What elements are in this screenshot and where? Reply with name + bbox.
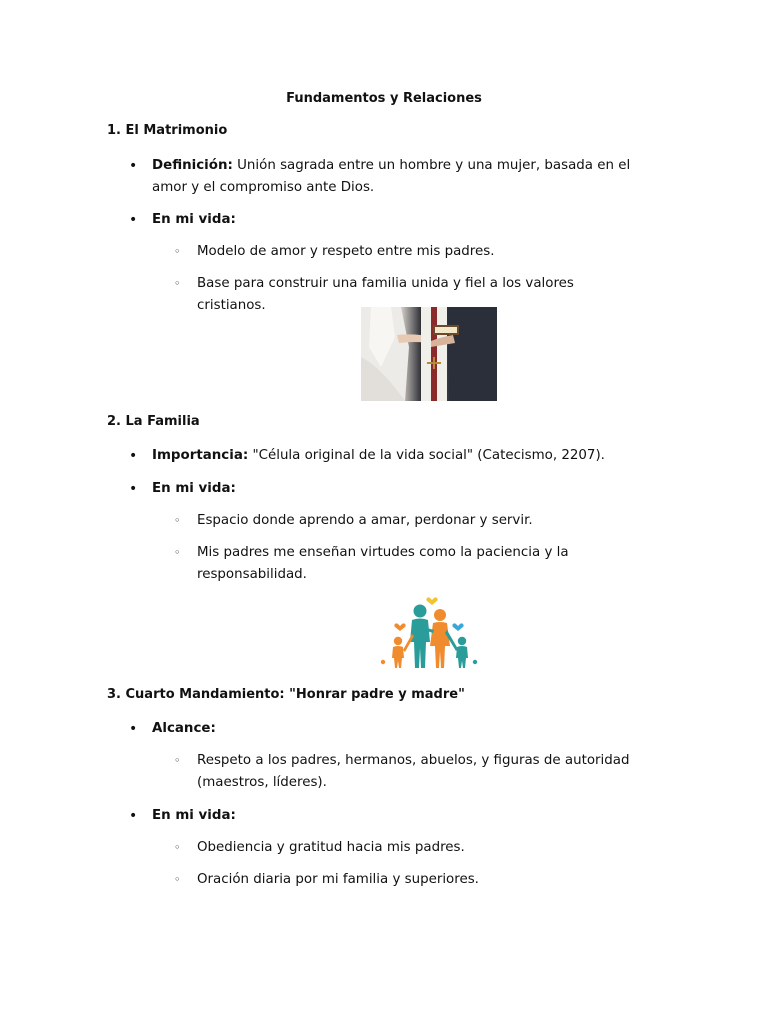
bullet-alcance bbox=[129, 718, 659, 740]
definicion-text: Unión sagrada entre un hombre y una mujer, basada en el amor y el compromiso ante Dios. bbox=[152, 158, 631, 195]
subitem-base-familia: ◦ Base para construir una familia unida y fiel a los valores cristianos. bbox=[174, 273, 644, 317]
document-title: Fundamentos y Relaciones bbox=[286, 91, 482, 106]
bullet-en-mi-vida-1 bbox=[129, 209, 659, 231]
section-heading-matrimonio: 1. El Matrimonio bbox=[107, 123, 228, 138]
section-heading-cuarto-mandamiento: 3. Cuarto Mandamiento: "Honrar padre y madre" bbox=[107, 687, 465, 702]
en-mi-vida-label: En mi vida: bbox=[152, 481, 236, 496]
section-heading-familia: 2. La Familia bbox=[107, 414, 200, 429]
subitem-oracion: ◦ Oración diaria por mi familia y superiores. bbox=[174, 869, 644, 891]
subitem-mis-padres: ◦ Mis padres me enseñan virtudes como la paciencia y la responsabilidad. bbox=[174, 542, 644, 586]
subitem-modelo-amor: ◦ Modelo de amor y respeto entre mis padres. bbox=[174, 241, 644, 263]
subitem-obediencia: ◦ Obediencia y gratitud hacia mis padres. bbox=[174, 837, 644, 859]
bullet-en-mi-vida-3 bbox=[129, 805, 659, 827]
family-icon bbox=[378, 596, 482, 670]
bullet-importancia bbox=[129, 445, 659, 467]
subitem-espacio: ◦ Espacio donde aprendo a amar, perdonar y servir. bbox=[174, 510, 644, 532]
alcance-label: Alcance: bbox=[152, 721, 216, 736]
bullet-definicion bbox=[129, 155, 659, 199]
definicion-label: Definición: bbox=[152, 158, 233, 173]
importancia-label: Importancia: bbox=[152, 448, 249, 463]
wedding-photo bbox=[361, 307, 497, 401]
importancia-text: "Célula original de la vida social" (Catecismo, 2207). bbox=[248, 448, 605, 463]
bullet-en-mi-vida-2 bbox=[129, 478, 659, 500]
en-mi-vida-label: En mi vida: bbox=[152, 212, 236, 227]
subitem-respeto: ◦ Respeto a los padres, hermanos, abuelos, y figuras de autoridad (maestros, líderes). bbox=[174, 750, 644, 794]
en-mi-vida-label: En mi vida: bbox=[152, 808, 236, 823]
